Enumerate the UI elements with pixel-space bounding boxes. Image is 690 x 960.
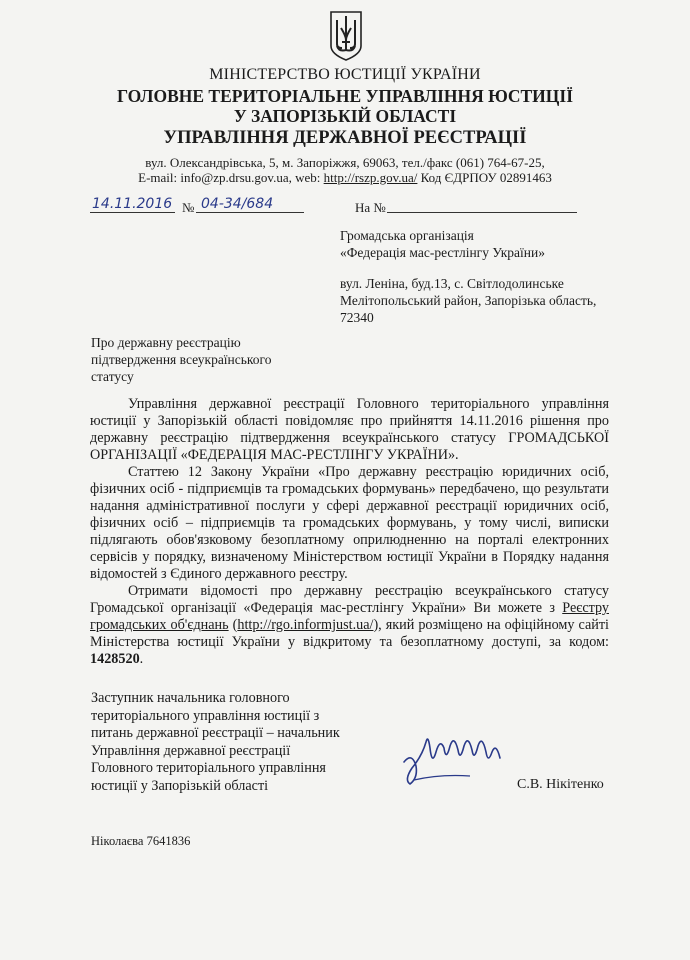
paragraph-3-end: ), який розміщено на офіційному сайті Міністерства юстиції України у відкритому та безоплатному доступі, за кодом:	[90, 617, 610, 650]
recipient-org-name: «Федерація мас-рестлінгу України»	[340, 245, 545, 260]
subject-line3: статусу	[91, 369, 134, 384]
ministry-title: МІНІСТЕРСТВО ЮСТИЦІЇ УКРАЇНИ	[209, 66, 481, 83]
letter-body	[90, 396, 609, 668]
department-title-line1: ГОЛОВНЕ ТЕРИТОРІАЛЬНЕ УПРАВЛІННЯ ЮСТИЦІЇ	[116, 86, 574, 106]
email-text: E-mail: info@zp.drsu.gov.ua, web:	[138, 170, 324, 185]
website-link[interactable]: http://rszp.gov.ua/	[323, 170, 418, 185]
executor-contact: Ніколаєва 7641836	[91, 834, 191, 848]
paragraph-3-mid: (	[228, 617, 238, 633]
handwritten-number: 04-34/684	[201, 196, 274, 212]
registry-code: 1428520	[90, 651, 140, 667]
reply-label: На №	[355, 200, 386, 215]
edrpou-code: Код ЄДРПОУ 02891463	[417, 170, 552, 185]
recipient-postcode: 72340	[340, 310, 374, 325]
reply-underline	[387, 212, 577, 213]
subject	[91, 334, 272, 385]
registry-link-text[interactable]: Реєстру громадських об'єднань	[90, 600, 609, 633]
signatory-line3: питань державної реєстрації – начальник	[91, 725, 340, 741]
recipient-org-type: Громадська організація	[340, 228, 474, 243]
trident-emblem-icon	[329, 10, 363, 62]
recipient-address-line1: вул. Леніна, буд.13, с. Світлодолинське	[340, 276, 564, 291]
address-line: вул. Олександрівська, 5, м. Запоріжжя, 69063, тел./факс (061) 764-67-25,	[145, 155, 545, 170]
signatory-line5: Головного територіального управління	[91, 760, 326, 776]
paragraph-3	[90, 583, 609, 668]
department-title-line2: У ЗАПОРІЗЬКІЙ ОБЛАСТІ	[233, 106, 457, 126]
paragraph-2: Статтею 12 Закону України «Про державну реєстрацію юридичних осіб, фізичних осіб - підприємців та громадських формувань» передбачено, що результати надання адміністративної послуги у сфері державної реєстрації юридичних осіб, фізичних осіб – підприємців та громадських формувань, у тому числі, виписки підлягають обов'язковому безоплатному оприлюдненню на порталі електронних сервісів у порядку, визначеному Міністерством юстиції України в Порядку надання відомостей з Єдиного державного реєстру.	[90, 464, 609, 582]
handwritten-signature	[400, 722, 510, 792]
subject-line1: Про державну реєстрацію	[91, 335, 241, 350]
number-label: №	[182, 200, 195, 215]
paragraph-3-tail: .	[139, 651, 144, 667]
signatory-line6: юстиції у Запорізькій області	[91, 777, 269, 794]
paragraph-1: Управління державної реєстрації Головного територіального управління юстиції у Запорізькій області повідомляє про прийняття 14.11.2016 рішення про державну реєстрацію підтвердження всеукраїнського статусу ГРОМАДСЬКОЇ ОРГАНІЗАЦІЇ «ФЕДЕРАЦІЯ МАС-РЕСТЛІНГУ УКРАЇНИ».	[90, 396, 609, 463]
signatory-title	[91, 690, 340, 795]
date-underline	[90, 212, 175, 213]
contact-line	[0, 170, 690, 186]
registry-url-link[interactable]: http://rgo.informjust.ua/	[237, 617, 374, 633]
number-underline	[196, 212, 304, 213]
subject-line2: підтвердження всеукраїнського	[91, 352, 272, 367]
handwritten-date: 14.11.2016	[92, 196, 173, 212]
division-title: УПРАВЛІННЯ ДЕРЖАВНОЇ РЕЄСТРАЦІЇ	[163, 128, 527, 148]
signer-name: С.В. Нікітенко	[517, 777, 604, 792]
paragraph-3-start: Отримати відомості про державну реєстрацію всеукраїнського статусу Громадської організації «Федерація мас-рестлінгу України» Ви можете з	[90, 583, 609, 616]
signatory-line4: Управління державної реєстрації	[91, 742, 291, 759]
recipient-address-line2: Мелітопольський район, Запорізька область,	[340, 293, 597, 308]
signatory-line1: Заступник начальника головного	[91, 690, 290, 706]
signatory-line2: територіального управління юстиції з	[91, 707, 320, 724]
